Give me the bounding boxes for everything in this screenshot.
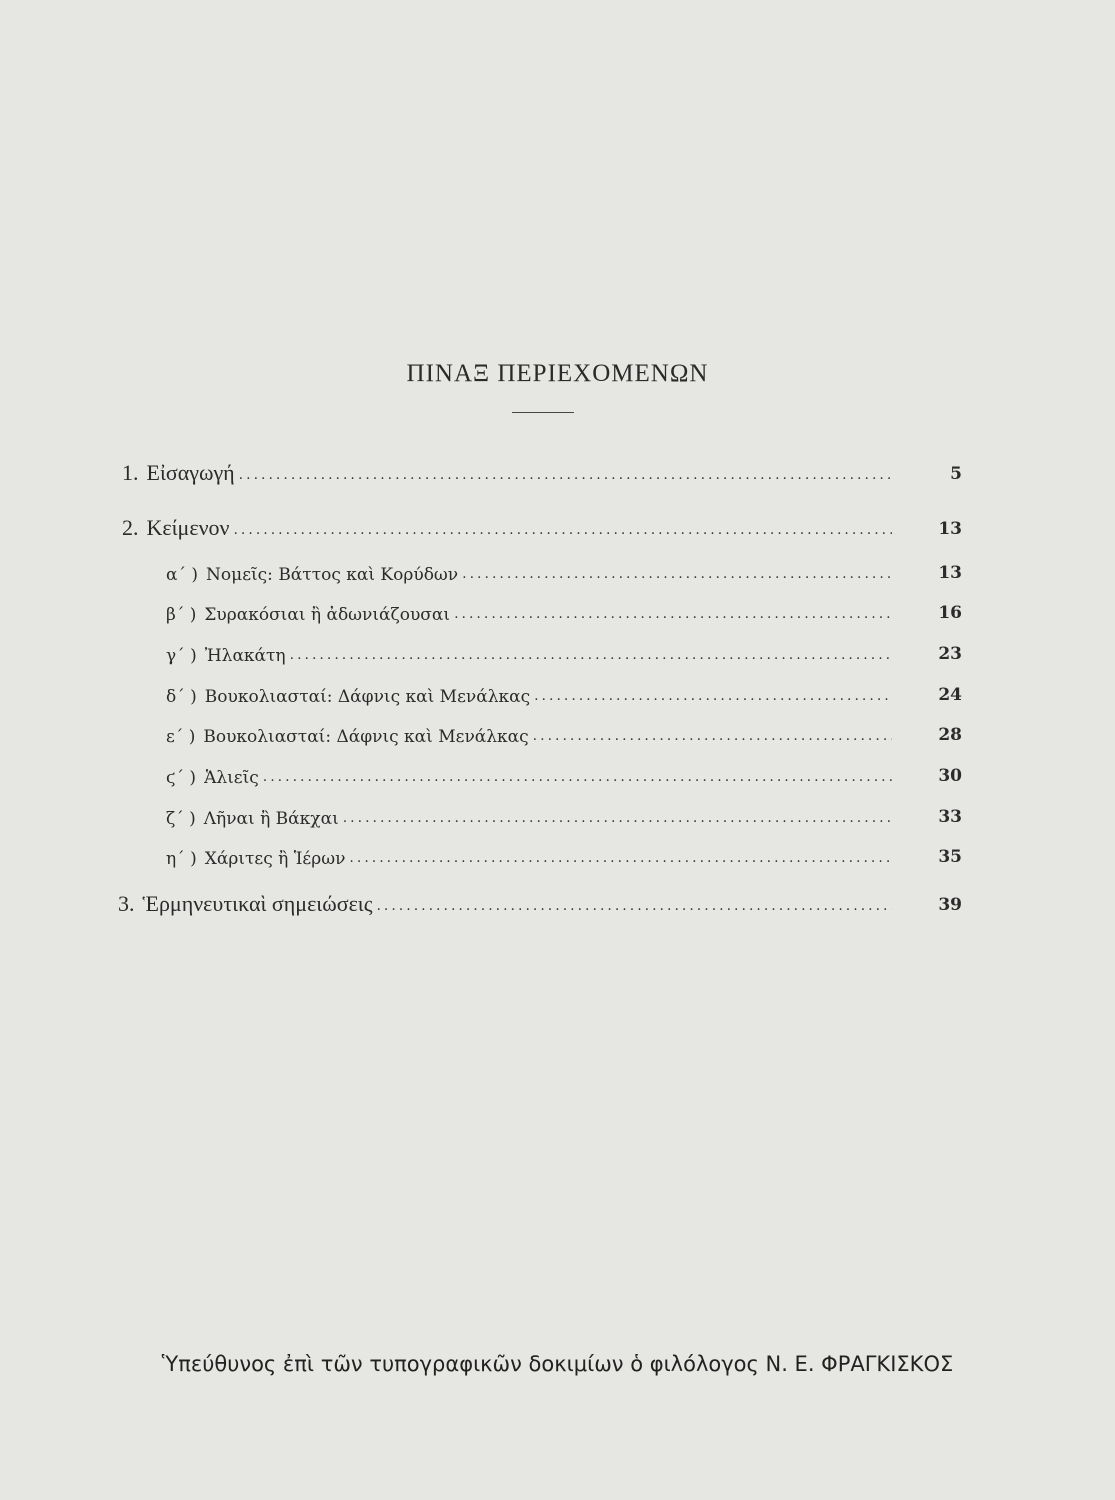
toc-entry (166, 555, 962, 585)
toc-entry-number: δ΄ ) (166, 687, 197, 707)
toc-entry-title: Ἁλιεῖς (204, 768, 259, 788)
toc-entry (166, 839, 962, 869)
toc-entry (166, 799, 962, 829)
toc-entry-number: ζ΄ ) (166, 809, 196, 829)
toc-entry-number: β΄ ) (166, 605, 197, 625)
toc-page-number: 39 (938, 895, 962, 915)
dot-leader (454, 606, 892, 625)
dot-leader (343, 810, 892, 829)
toc-page-number: 28 (938, 725, 962, 745)
toc-page-number: 23 (938, 644, 962, 664)
toc-entry-number: α΄ ) (166, 565, 199, 585)
toc-entry-number: γ΄ ) (166, 646, 197, 666)
toc-entry-number: ϛ΄ ) (166, 768, 197, 788)
toc-entry-number: 1. (122, 460, 139, 485)
dot-leader (290, 647, 892, 666)
toc-entry (166, 677, 962, 707)
toc-page-number: 13 (938, 563, 962, 583)
toc-entry-title: Βουκολιασταί: Δάφνις καὶ Μενάλκας (203, 727, 529, 747)
toc-page-number: 35 (938, 847, 962, 867)
dot-leader (263, 769, 892, 788)
toc-entry-number: 3. (118, 891, 135, 916)
toc-entry (166, 636, 962, 666)
toc-entry-title: Συρακόσιαι ἢ ἀδωνιάζουσαι (204, 605, 451, 625)
toc-entry-title: Χάριτες ἢ Ἱέρων (204, 849, 346, 869)
toc-page-number: 13 (938, 519, 962, 539)
toc-entry-title: Εἰσαγωγή (146, 460, 235, 485)
dot-leader (534, 688, 892, 707)
toc-entry (118, 887, 962, 917)
dot-leader (239, 467, 892, 486)
toc-entry (122, 456, 962, 486)
dot-leader (233, 522, 892, 541)
proofreader-credit: Ὑπεύθυνος ἐπὶ τῶν τυπογραφικῶν δοκιμίων ὁ φιλόλογος Ν. Ε. ΦΡΑΓΚΙΣΚΟΣ (161, 1352, 954, 1376)
toc-page-number: 24 (938, 685, 962, 705)
toc-entry-title: Νομεῖς: Βάττος καὶ Κορύδων (206, 565, 459, 585)
toc-entry-number: η΄ ) (166, 849, 197, 869)
toc-page-number: 30 (938, 766, 962, 786)
dot-leader (349, 850, 892, 869)
toc-entry-title: Ἠλακάτη (204, 646, 286, 666)
toc-entry-number: ε΄ ) (166, 727, 196, 747)
dot-leader (462, 566, 892, 585)
toc-entry (166, 717, 962, 747)
title-divider (512, 412, 574, 413)
toc-page-number: 33 (938, 807, 962, 827)
toc-entry-title: Ἑρμηνευτικαὶ σημειώσεις (142, 891, 373, 916)
dot-leader (376, 898, 892, 917)
toc-entry-title: Λῆναι ἢ Βάκχαι (203, 809, 339, 829)
toc-page-number: 16 (938, 603, 962, 623)
toc-entry-title: Βουκολιασταί: Δάφνις καὶ Μενάλκας (204, 687, 531, 707)
toc-entry (166, 595, 962, 625)
toc-page-number: 5 (950, 464, 962, 484)
page-title: ΠΙΝΑΞ ΠΕΡΙΕΧΟΜΕΝΩΝ (406, 360, 709, 387)
toc-entry (166, 758, 962, 788)
dot-leader (533, 728, 892, 747)
toc-entry (122, 511, 962, 541)
toc-entry-title: Κείμενον (146, 515, 230, 540)
toc-entry-number: 2. (122, 515, 139, 540)
